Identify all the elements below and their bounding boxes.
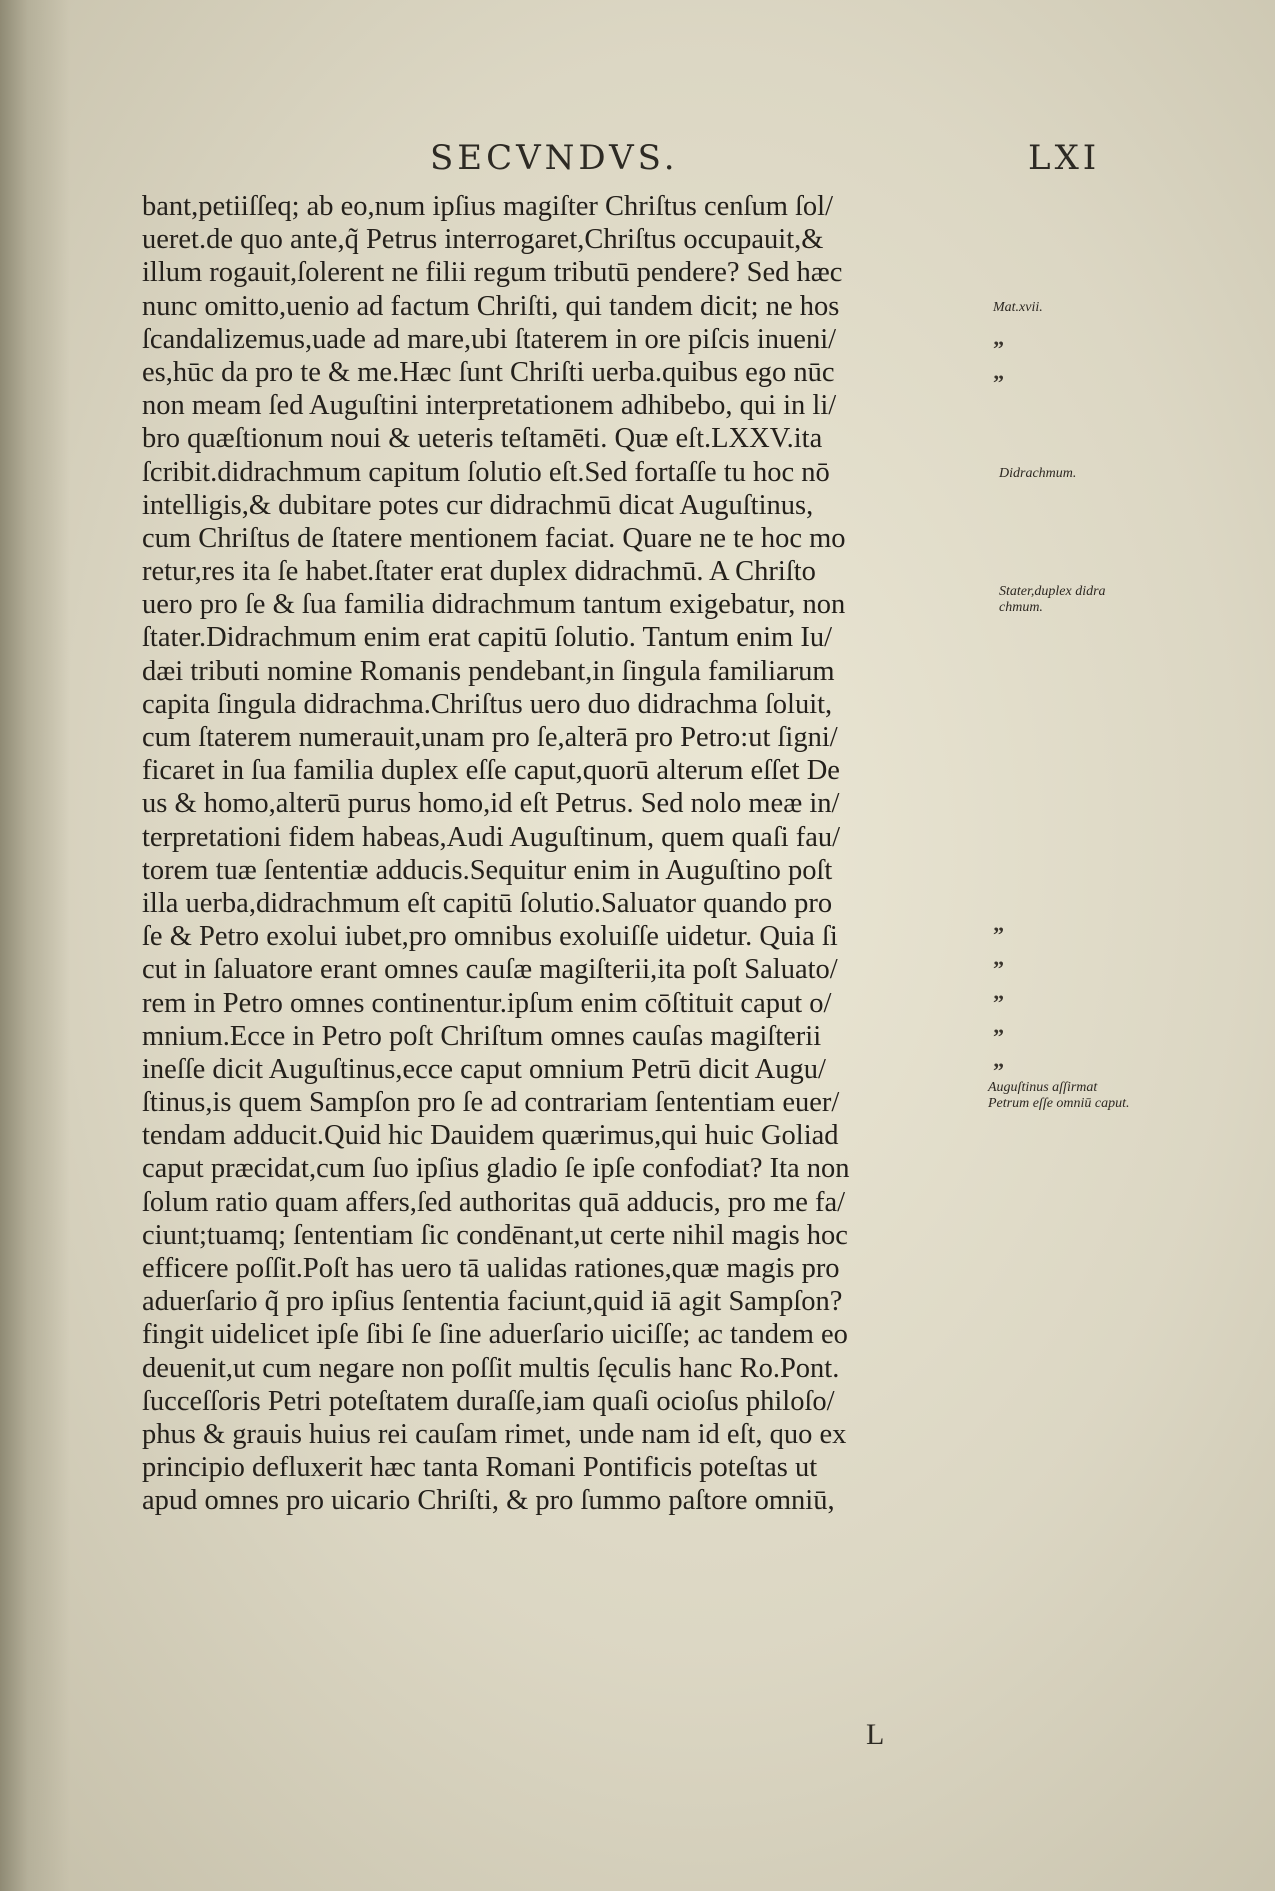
text-line: torem tuæ ſententiæ adducis.Sequitur enim in Auguſtino poſt bbox=[142, 854, 833, 886]
text-line: dæi tributi nomine Romanis pendebant,in ſingula familiarum bbox=[142, 655, 835, 687]
text-line: tendam adducit.Quid hic Dauidem quærimus,qui huic Goliad bbox=[142, 1120, 839, 1152]
text-line: retur,res ita ſe habet.ſtater erat duplex didrachmū. A Chriſto bbox=[142, 556, 816, 588]
quote-mark: ” bbox=[993, 1058, 1004, 1083]
text-line: ſe & Petro exolui iubet,pro omnibus exoluiſſe uidetur. Quia ſi bbox=[142, 921, 838, 953]
text-line: ſolum ratio quam affers,ſed authoritas quā adducis, pro me fa/ bbox=[142, 1186, 846, 1218]
quote-mark: ” bbox=[993, 922, 1004, 947]
text-line: us & homo,alterū purus homo,id eſt Petrus. Sed nolo meæ in/ bbox=[142, 788, 840, 820]
text-line: cum ſtaterem numerauit,unam pro ſe,alterā pro Petro:ut ſigni/ bbox=[142, 722, 838, 753]
text-line: aduerſario q̃ pro ipſius ſententia faciunt,quid iā agit Sampſon? bbox=[142, 1286, 843, 1318]
text-line: es,hūc da pro te & me.Hæc ſunt Chriſti uerba.quibus ego nūc bbox=[142, 356, 835, 388]
text-line: apud omnes pro uicario Chriſti, & pro ſummo paſtore omniū, bbox=[142, 1485, 835, 1517]
text-line: illa uerba,didrachmum eſt capitū ſolutio.Saluator quando pro bbox=[142, 887, 833, 919]
text-line: ciunt;tuamq; ſententiam ſic condēnant,ut certe nihil magis hoc bbox=[142, 1219, 848, 1251]
text-line: deuenit,ut cum negare non poſſit multis ſęculis hanc Ro.Pont. bbox=[142, 1352, 840, 1384]
text-line: non meam ſed Auguſtini interpretationem adhibebo, qui in li/ bbox=[142, 390, 837, 422]
text-line: ficaret in ſua familia duplex eſſe caput,quorū alterum eſſet De bbox=[142, 755, 840, 787]
marginal-note-stater: Stater,duplex didra chmum. bbox=[999, 584, 1106, 615]
text-line: bro quæſtionum noui & ueteris teſtamēti. Quæ eſt.LXXV.ita bbox=[142, 423, 823, 455]
text-line: efficere poſſit.Poſt has uero tā ualidas rationes,quæ magis pro bbox=[142, 1253, 840, 1284]
text-line: mnium.Ecce in Petro poſt Chriſtum omnes cauſas magiſterii bbox=[142, 1020, 822, 1052]
text-line: ſtinus,is quem Sampſon pro ſe ad contrariam ſententiam euer/ bbox=[142, 1087, 840, 1119]
text-line: nunc omitto,uenio ad factum Chriſti, qui tandem dicit; ne hos bbox=[142, 290, 840, 322]
body-text bbox=[142, 190, 972, 1518]
text-line: ſtater.Didrachmum enim erat capitū ſolutio. Tantum enim Iu/ bbox=[142, 622, 833, 654]
marginal-note-mat: Mat.xvii. bbox=[993, 300, 1043, 315]
text-line: caput præcidat,cum ſuo ipſius gladio ſe ipſe confodiat? Ita non bbox=[142, 1153, 850, 1185]
text-line: ueret.de quo ante,q̃ Petrus interrogaret,Chriſtus occupauit,& bbox=[142, 224, 824, 256]
marginal-note-didrachmum: Didrachmum. bbox=[999, 466, 1077, 481]
quote-mark: ” bbox=[993, 956, 1004, 981]
text-line: fingit uidelicet ipſe ſibi ſe ſine aduerſario uiciſſe; ac tandem eo bbox=[142, 1319, 848, 1351]
text-line: bant,petiiſſeq; ab eo,num ipſius magiſter Chriſtus cenſum ſol/ bbox=[142, 191, 834, 222]
signature-mark: L bbox=[866, 1718, 885, 1751]
text-line: ſcribit.didrachmum capitum ſolutio eſt.Sed fortaſſe tu hoc nō bbox=[142, 456, 830, 488]
quote-mark: ” bbox=[993, 1024, 1004, 1049]
marginal-note-augustinus: Auguſtinus aſſirmat Petrum eſſe omniū caput. bbox=[988, 1080, 1130, 1111]
folio-number: LXI bbox=[1028, 138, 1101, 178]
text-line: phus & grauis huius rei cauſam rimet, unde nam id eſt, quo ex bbox=[142, 1418, 847, 1450]
text-line: ſcandalizemus,uade ad mare,ubi ſtaterem in ore piſcis inueni/ bbox=[142, 323, 837, 355]
running-title: SECVNDVS. bbox=[430, 138, 679, 178]
text-line: capita ſingula didrachma.Chriſtus uero duo didrachma ſoluit, bbox=[142, 688, 833, 720]
text-line: principio defluxerit hæc tanta Romani Pontificis poteſtas ut bbox=[142, 1452, 818, 1484]
quote-mark: ” bbox=[993, 990, 1004, 1015]
quote-mark: ” bbox=[993, 336, 1004, 361]
text-line: ſucceſſoris Petri poteſtatem duraſſe,iam quaſi ocioſus philoſo/ bbox=[142, 1385, 835, 1417]
text-line: cut in ſaluatore erant omnes cauſæ magiſterii,ita poſt Saluato/ bbox=[142, 954, 838, 986]
binding-gutter bbox=[0, 0, 70, 1891]
quote-mark: ” bbox=[993, 370, 1004, 395]
text-line: intelligis,& dubitare potes cur didrachmū dicat Auguſtinus, bbox=[142, 489, 814, 521]
text-line: rem in Petro omnes continentur.ipſum enim cōſtituit caput o/ bbox=[142, 987, 832, 1019]
text-line: illum rogauit,ſolerent ne filii regum tributū pendere? Sed hæc bbox=[142, 257, 843, 289]
text-line: ineſſe dicit Auguſtinus,ecce caput omnium Petrū dicit Augu/ bbox=[142, 1053, 826, 1085]
text-line: cum Chriſtus de ſtatere mentionem faciat. Quare ne te hoc mo bbox=[142, 522, 846, 554]
text-line: terpretationi fidem habeas,Audi Auguſtinum, quem quaſi fau/ bbox=[142, 821, 841, 853]
text-line: uero pro ſe & ſua familia didrachmum tantum exigebatur, non bbox=[142, 589, 846, 621]
